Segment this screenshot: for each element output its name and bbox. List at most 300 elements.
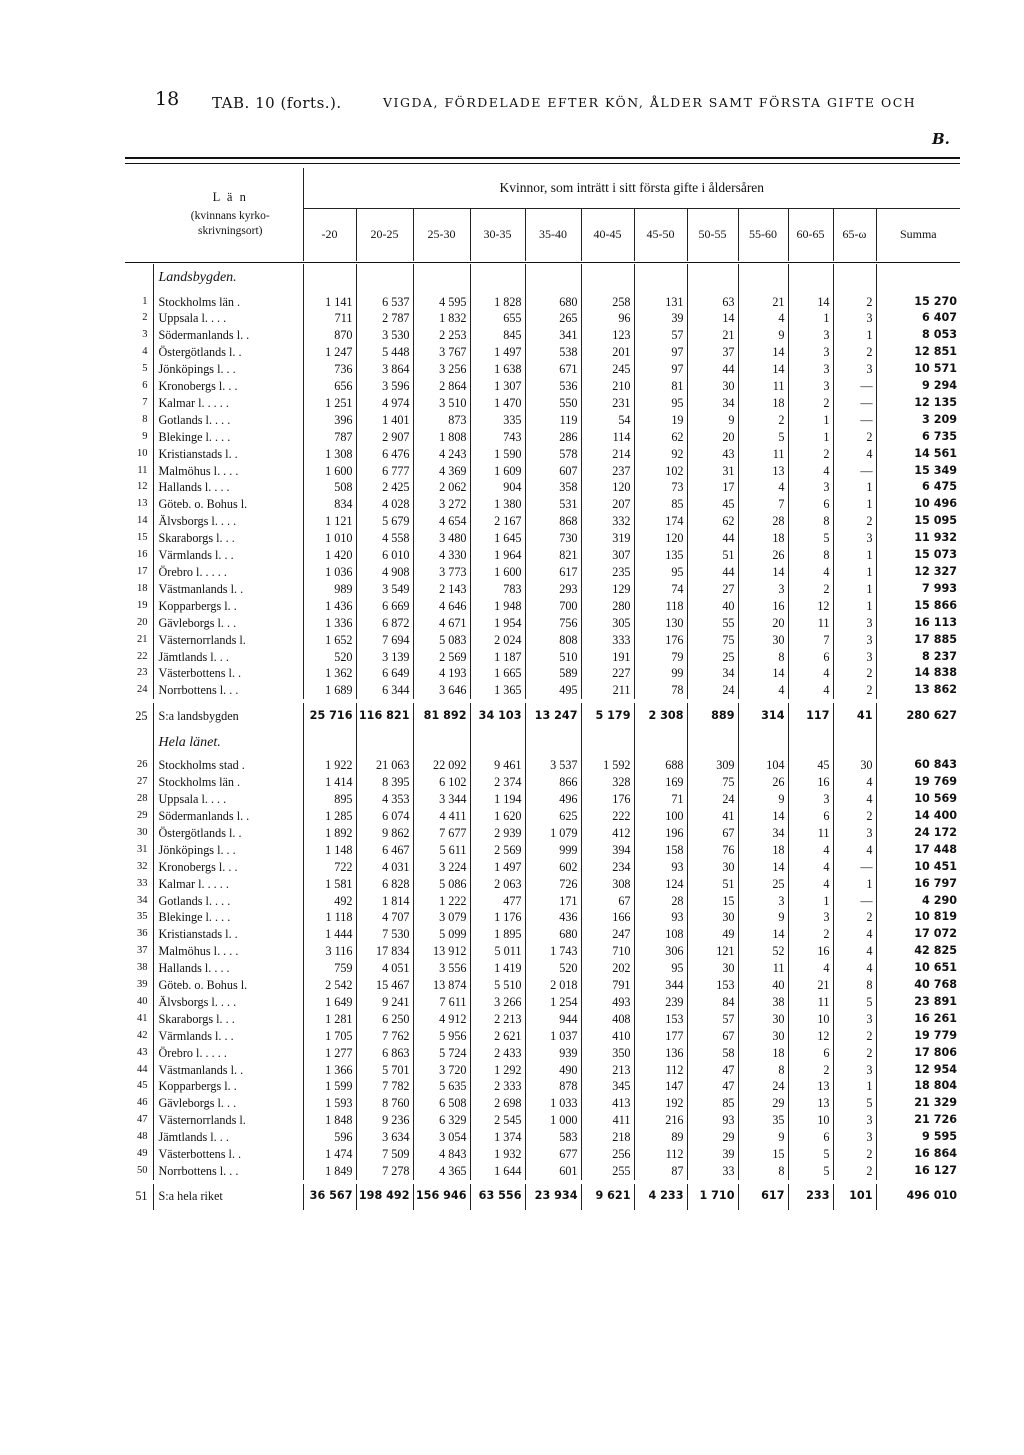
- value-cell: 15: [687, 893, 738, 910]
- value-cell: 45: [788, 757, 833, 774]
- value-cell: 1: [833, 598, 876, 615]
- value-cell: 1 581: [303, 876, 356, 893]
- row-number: 16: [125, 547, 153, 564]
- value-cell: 13 247: [525, 703, 581, 729]
- county-name: Malmöhus l. . . .: [153, 463, 303, 480]
- value-cell: 5: [788, 530, 833, 547]
- value-cell: 1 592: [581, 757, 634, 774]
- value-cell: 12 327: [914, 565, 958, 578]
- value-cell: 8: [833, 977, 876, 994]
- value-cell: 655: [470, 310, 525, 327]
- value-cell: 1: [833, 547, 876, 564]
- value-cell: 4: [788, 463, 833, 480]
- value-cell: 3 864: [356, 361, 413, 378]
- county-name: Västernorrlands l.: [153, 632, 303, 649]
- value-cell: 680: [525, 294, 581, 311]
- value-cell: 2: [833, 1045, 876, 1062]
- value-cell: 4: [788, 842, 833, 859]
- value-cell: 2: [833, 808, 876, 825]
- value-cell: 207: [581, 496, 634, 513]
- value-cell: 16: [738, 598, 788, 615]
- county-name: Norrbottens l. . .: [153, 1163, 303, 1180]
- value-cell: 6 329: [413, 1112, 470, 1129]
- county-name: Gävleborgs l. . .: [153, 1095, 303, 1112]
- value-cell: 496 010: [906, 1189, 958, 1203]
- value-cell: 6: [788, 1045, 833, 1062]
- value-cell: 6 475: [922, 480, 958, 494]
- value-cell: 3: [833, 615, 876, 632]
- value-cell: 1 497: [470, 859, 525, 876]
- value-cell: 11: [738, 960, 788, 977]
- value-cell: 15 349: [914, 463, 958, 477]
- row-number: 4: [125, 344, 153, 361]
- value-cell: 9: [738, 327, 788, 344]
- empty-cell: [634, 729, 687, 757]
- value-cell: 10: [788, 1011, 833, 1028]
- value-cell: 1 649: [303, 994, 356, 1011]
- table-row: [125, 1095, 960, 1112]
- empty-cell: [788, 729, 833, 757]
- value-cell: 4 353: [356, 791, 413, 808]
- value-cell: 38: [738, 994, 788, 1011]
- value-cell: 1 420: [303, 547, 356, 564]
- table-row: [125, 960, 960, 977]
- row-number: 11: [125, 463, 153, 480]
- value-cell: 396: [303, 412, 356, 429]
- value-cell: 4: [788, 682, 833, 699]
- table-row: [125, 876, 960, 893]
- value-cell: 1 743: [525, 943, 581, 960]
- value-cell: 60 843: [914, 758, 958, 772]
- value-cell: 25: [687, 649, 738, 666]
- value-cell: 3 720: [413, 1062, 470, 1079]
- value-cell: 7 278: [356, 1163, 413, 1180]
- value-cell: 87: [634, 1163, 687, 1180]
- value-cell: 18: [738, 395, 788, 412]
- value-cell: 1 895: [470, 926, 525, 943]
- value-cell: 5: [788, 1146, 833, 1163]
- value-cell: 536: [525, 378, 581, 395]
- value-cell: 222: [581, 808, 634, 825]
- age-header: 55-60: [738, 209, 788, 261]
- value-cell: 7 677: [413, 825, 470, 842]
- value-cell: 492: [303, 893, 356, 910]
- value-cell: 95: [634, 395, 687, 412]
- county-name: Värmlands l. . .: [153, 1028, 303, 1045]
- county-name: S:a landsbygden: [153, 703, 303, 729]
- value-cell: 25 716: [303, 703, 356, 729]
- table-row: [125, 581, 960, 598]
- value-cell: 265: [525, 310, 581, 327]
- value-cell: 2: [788, 446, 833, 463]
- value-cell: 1 401: [356, 412, 413, 429]
- value-cell: 4: [788, 665, 833, 682]
- county-name: Kristianstads l. .: [153, 446, 303, 463]
- table-row: [125, 909, 960, 926]
- value-cell: 1 645: [470, 530, 525, 547]
- county-name: Östergötlands l. .: [153, 825, 303, 842]
- value-cell: 904: [470, 479, 525, 496]
- value-cell: 583: [525, 1129, 581, 1146]
- value-cell: 520: [303, 649, 356, 666]
- value-cell: 15: [738, 1146, 788, 1163]
- value-cell: 116 821: [356, 703, 413, 729]
- value-cell: 3 480: [413, 530, 470, 547]
- value-cell: 1: [833, 581, 876, 598]
- county-name: Stockholms län .: [153, 294, 303, 311]
- table-row: [125, 615, 960, 632]
- value-cell: 3 272: [413, 496, 470, 513]
- value-cell: 214: [581, 446, 634, 463]
- table-row: [125, 327, 960, 344]
- lan-subtitle: (kvinnans kyrko-skrivningsort): [190, 209, 270, 237]
- value-cell: 237: [581, 463, 634, 480]
- empty-cell: [833, 264, 876, 294]
- value-cell: 75: [687, 774, 738, 791]
- county-name: Västernorrlands l.: [153, 1112, 303, 1129]
- value-cell: 21: [738, 294, 788, 311]
- row-number: 32: [125, 859, 153, 876]
- value-cell: 5 179: [581, 703, 634, 729]
- value-cell: 578: [525, 446, 581, 463]
- value-cell: 216: [634, 1112, 687, 1129]
- value-cell: 4: [738, 310, 788, 327]
- value-cell: 4 974: [356, 395, 413, 412]
- table-row: [125, 842, 960, 859]
- value-cell: 18: [738, 842, 788, 859]
- value-cell: 21 329: [914, 1096, 958, 1110]
- value-cell: 6 344: [356, 682, 413, 699]
- table-row: [125, 994, 960, 1011]
- value-cell: 3: [788, 378, 833, 395]
- value-cell: 14: [687, 310, 738, 327]
- table-row: [125, 446, 960, 463]
- age-header: 60-65: [788, 209, 833, 261]
- value-cell: 17 834: [356, 943, 413, 960]
- row-number: 13: [125, 496, 153, 513]
- section-title: Landsbygden.: [153, 264, 303, 294]
- value-cell: 6 863: [356, 1045, 413, 1062]
- value-cell: —: [833, 412, 876, 429]
- value-cell: 3 537: [525, 757, 581, 774]
- value-cell: 202: [581, 960, 634, 977]
- table-row: [125, 463, 960, 480]
- value-cell: 17 806: [914, 1045, 958, 1059]
- value-cell: 9 621: [581, 1184, 634, 1210]
- age-header: 50-55: [687, 209, 738, 261]
- value-cell: 12: [788, 1028, 833, 1045]
- value-cell: 999: [525, 842, 581, 859]
- value-cell: 12 851: [914, 345, 958, 359]
- age-header: 25-30: [413, 209, 470, 261]
- value-cell: 9: [687, 412, 738, 429]
- value-cell: 477: [470, 893, 525, 910]
- value-cell: 10 651: [914, 961, 958, 975]
- value-cell: 1 419: [470, 960, 525, 977]
- value-cell: 2 253: [413, 327, 470, 344]
- value-cell: 3: [788, 791, 833, 808]
- row-number: 43: [125, 1045, 153, 1062]
- value-cell: 4 843: [413, 1146, 470, 1163]
- value-cell: 245: [581, 361, 634, 378]
- value-cell: 1 308: [303, 446, 356, 463]
- county-name: Västmanlands l. .: [153, 1062, 303, 1079]
- value-cell: 1: [833, 1078, 876, 1095]
- table-row: [125, 791, 960, 808]
- value-cell: 25: [738, 876, 788, 893]
- value-cell: 1 033: [525, 1095, 581, 1112]
- value-cell: 2 569: [413, 649, 470, 666]
- value-cell: 2: [788, 926, 833, 943]
- county-name: Skaraborgs l. . .: [153, 1011, 303, 1028]
- value-cell: 39: [634, 310, 687, 327]
- value-cell: 37: [687, 344, 738, 361]
- empty-cell: [470, 264, 525, 294]
- value-cell: 4 558: [356, 530, 413, 547]
- value-cell: 130: [634, 615, 687, 632]
- value-cell: 4 031: [356, 859, 413, 876]
- value-cell: 5 701: [356, 1062, 413, 1079]
- value-cell: 1 644: [470, 1163, 525, 1180]
- value-cell: 258: [581, 294, 634, 311]
- value-cell: 1 652: [303, 632, 356, 649]
- value-cell: 54: [581, 412, 634, 429]
- value-cell: 30: [687, 909, 738, 926]
- value-cell: 255: [581, 1163, 634, 1180]
- value-cell: 5: [738, 429, 788, 446]
- value-cell: 8: [738, 1062, 788, 1079]
- empty-cell: [581, 264, 634, 294]
- value-cell: 710: [581, 943, 634, 960]
- value-cell: 4 365: [413, 1163, 470, 1180]
- table-row: [125, 547, 960, 564]
- row-number: 14: [125, 513, 153, 530]
- value-cell: 332: [581, 513, 634, 530]
- value-cell: 6 872: [356, 615, 413, 632]
- row-number: 20: [125, 615, 153, 632]
- value-cell: 6 102: [413, 774, 470, 791]
- value-cell: 213: [581, 1062, 634, 1079]
- value-cell: 3: [833, 1011, 876, 1028]
- value-cell: 10 496: [914, 497, 958, 511]
- value-cell: 3 510: [413, 395, 470, 412]
- value-cell: 31: [687, 463, 738, 480]
- value-cell: 15 866: [914, 598, 958, 612]
- county-name: Hallands l. . . .: [153, 960, 303, 977]
- value-cell: 5: [788, 1163, 833, 1180]
- value-cell: 2 698: [470, 1095, 525, 1112]
- value-cell: 3 767: [413, 344, 470, 361]
- empty-cell: [525, 264, 581, 294]
- value-cell: 6 828: [356, 876, 413, 893]
- table-row: [125, 926, 960, 943]
- value-cell: 14: [738, 344, 788, 361]
- row-number: 39: [125, 977, 153, 994]
- value-cell: 5 011: [470, 943, 525, 960]
- value-cell: 2: [833, 665, 876, 682]
- value-cell: 4 233: [634, 1184, 687, 1210]
- value-cell: 17 885: [914, 632, 958, 646]
- value-cell: 3: [738, 581, 788, 598]
- value-cell: 2 024: [470, 632, 525, 649]
- value-cell: 19 779: [914, 1028, 958, 1042]
- value-cell: 136: [634, 1045, 687, 1062]
- value-cell: 756: [525, 615, 581, 632]
- value-cell: 227: [581, 665, 634, 682]
- value-cell: 2: [833, 429, 876, 446]
- value-cell: 41: [833, 703, 876, 729]
- county-name: Hallands l. . . .: [153, 479, 303, 496]
- value-cell: 1 620: [470, 808, 525, 825]
- value-cell: 4: [833, 943, 876, 960]
- age-header: Summa: [899, 227, 937, 242]
- value-cell: 1: [833, 479, 876, 496]
- row-number: 29: [125, 808, 153, 825]
- value-cell: 19: [634, 412, 687, 429]
- value-cell: 508: [303, 479, 356, 496]
- value-cell: 730: [525, 530, 581, 547]
- value-cell: 722: [303, 859, 356, 876]
- value-cell: 1 010: [303, 530, 356, 547]
- value-cell: 1 638: [470, 361, 525, 378]
- value-cell: 118: [634, 598, 687, 615]
- age-header: 30-35: [470, 209, 525, 261]
- county-name: Södermanlands l. .: [153, 327, 303, 344]
- value-cell: 2 542: [303, 977, 356, 994]
- value-cell: 177: [634, 1028, 687, 1045]
- lan-header: [153, 168, 303, 261]
- table-row: [125, 395, 960, 412]
- value-cell: 895: [303, 791, 356, 808]
- value-cell: 30: [687, 859, 738, 876]
- value-cell: 26: [738, 774, 788, 791]
- value-cell: 1 176: [470, 909, 525, 926]
- value-cell: 7 694: [356, 632, 413, 649]
- value-cell: 135: [634, 547, 687, 564]
- value-cell: 3 773: [413, 564, 470, 581]
- value-cell: 14: [738, 665, 788, 682]
- row-number: 49: [125, 1146, 153, 1163]
- value-cell: 153: [634, 1011, 687, 1028]
- value-cell: 1 497: [470, 344, 525, 361]
- value-cell: 17: [687, 479, 738, 496]
- value-cell: 873: [413, 412, 470, 429]
- value-cell: 1 848: [303, 1112, 356, 1129]
- empty-cell: [356, 729, 413, 757]
- value-cell: 700: [525, 598, 581, 615]
- county-name: Örebro l. . . . .: [153, 564, 303, 581]
- value-cell: 1 964: [470, 547, 525, 564]
- value-cell: 1 118: [303, 909, 356, 926]
- table-row: [125, 1078, 960, 1095]
- value-cell: 2 787: [356, 310, 413, 327]
- value-cell: 81: [634, 378, 687, 395]
- value-cell: 7 782: [356, 1078, 413, 1095]
- section-title: Hela länet.: [153, 729, 303, 757]
- value-cell: 6 508: [413, 1095, 470, 1112]
- value-cell: 95: [634, 564, 687, 581]
- value-cell: 6 777: [356, 463, 413, 480]
- value-cell: 5 611: [413, 842, 470, 859]
- value-cell: 4: [788, 859, 833, 876]
- value-cell: 944: [525, 1011, 581, 1028]
- empty-cell: [876, 264, 960, 294]
- value-cell: 18: [738, 530, 788, 547]
- county-name: Södermanlands l. .: [153, 808, 303, 825]
- value-cell: 7 993: [922, 581, 958, 595]
- value-cell: 13: [788, 1078, 833, 1095]
- value-cell: 6 250: [356, 1011, 413, 1028]
- value-cell: 3: [833, 361, 876, 378]
- value-cell: 6: [788, 649, 833, 666]
- value-cell: 35: [738, 1112, 788, 1129]
- table-row: [125, 361, 960, 378]
- age-header: 35-40: [525, 209, 581, 261]
- value-cell: 16: [788, 943, 833, 960]
- table-row: [125, 530, 960, 547]
- value-cell: 67: [687, 825, 738, 842]
- value-cell: 2: [833, 1028, 876, 1045]
- value-cell: 121: [687, 943, 738, 960]
- value-cell: 169: [634, 774, 687, 791]
- value-cell: 5 724: [413, 1045, 470, 1062]
- row-number: 28: [125, 791, 153, 808]
- county-name: S:a hela riket: [153, 1184, 303, 1210]
- value-cell: 436: [525, 909, 581, 926]
- county-name: Malmöhus l. . . .: [153, 943, 303, 960]
- value-cell: 286: [525, 429, 581, 446]
- value-cell: 711: [303, 310, 356, 327]
- value-cell: 8 053: [922, 328, 958, 342]
- value-cell: 305: [581, 615, 634, 632]
- value-cell: 239: [634, 994, 687, 1011]
- value-cell: 44: [687, 361, 738, 378]
- value-cell: 28: [738, 513, 788, 530]
- value-cell: 176: [581, 791, 634, 808]
- value-cell: 868: [525, 513, 581, 530]
- table-row: [125, 649, 960, 666]
- value-cell: 2 545: [470, 1112, 525, 1129]
- value-cell: 6 074: [356, 808, 413, 825]
- value-cell: 791: [581, 977, 634, 994]
- table-row: [125, 859, 960, 876]
- value-cell: 1 593: [303, 1095, 356, 1112]
- value-cell: 11: [788, 994, 833, 1011]
- value-cell: 1 277: [303, 1045, 356, 1062]
- table-row: [125, 310, 960, 327]
- section-title-row: [125, 264, 960, 294]
- value-cell: 34: [738, 825, 788, 842]
- value-cell: 3 139: [356, 649, 413, 666]
- value-cell: 1 380: [470, 496, 525, 513]
- value-cell: 10: [788, 1112, 833, 1129]
- row-number: 44: [125, 1062, 153, 1079]
- value-cell: 14: [738, 564, 788, 581]
- value-cell: 93: [687, 1112, 738, 1129]
- value-cell: 3: [833, 1112, 876, 1129]
- value-cell: 16: [788, 774, 833, 791]
- county-name: Jämtlands l. . .: [153, 649, 303, 666]
- value-cell: 17 072: [914, 927, 958, 941]
- value-cell: 81 892: [413, 703, 470, 729]
- value-cell: 496: [525, 791, 581, 808]
- county-name: Norrbottens l. . .: [153, 682, 303, 699]
- value-cell: 5 679: [356, 513, 413, 530]
- value-cell: 394: [581, 842, 634, 859]
- value-cell: 119: [525, 412, 581, 429]
- county-name: Västerbottens l. .: [153, 665, 303, 682]
- table-row: [125, 1129, 960, 1146]
